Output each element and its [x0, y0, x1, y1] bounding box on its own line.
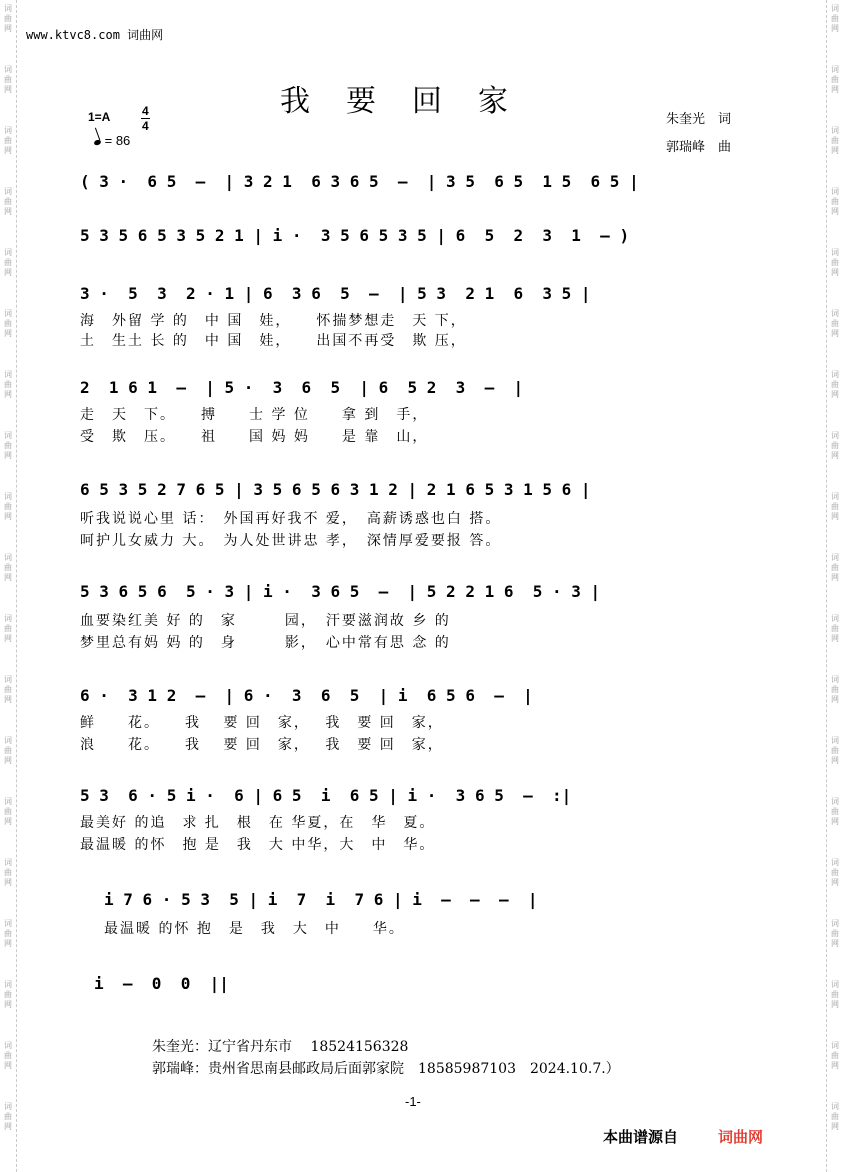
watermark-text: 词 曲 网 [4, 980, 12, 1009]
source-credit [603, 1126, 763, 1147]
lyric-verse-1: 海 外留 学 的 中 国 娃， 怀揣梦想走 天 下， [80, 313, 467, 329]
right-watermark-strip [826, 0, 843, 1172]
watermark-text: 词 曲 网 [4, 736, 12, 765]
watermark-text: 词 曲 网 [831, 370, 839, 399]
watermark-text: 词 曲 网 [4, 858, 12, 887]
watermark-text: 词 曲 网 [4, 370, 12, 399]
time-signature [141, 104, 150, 133]
watermark-text: 词 曲 网 [831, 431, 839, 460]
page-number: -1- [405, 1094, 421, 1109]
watermark-text: 词 曲 网 [831, 1102, 839, 1131]
watermark-text: 词 曲 网 [831, 309, 839, 338]
left-watermark-strip [0, 0, 17, 1172]
lyric-verse-2: 呵护儿女威力 大。 为人处世讲忠 孝， 深情厚爱要报 答。 [80, 533, 502, 549]
lyric-verse-1: 走 天 下。 搏 士 学 位 拿 到 手， [80, 407, 429, 423]
lyric-verse-1: 最温暖 的怀 抱 是 我 大 中 华。 [104, 921, 405, 937]
watermark-text: 词 曲 网 [4, 126, 12, 155]
watermark-text: 词 曲 网 [4, 65, 12, 94]
watermark-text: 词 曲 网 [831, 126, 839, 155]
watermark-text: 词 曲 网 [831, 797, 839, 826]
watermark-text: 词 曲 网 [4, 1102, 12, 1131]
source-label: 本曲谱源自 [603, 1129, 679, 1146]
watermark-text: 词 曲 网 [831, 65, 839, 94]
watermark-text: 词 曲 网 [4, 248, 12, 277]
watermark-text: 词 曲 网 [4, 309, 12, 338]
watermark-text: 词 曲 网 [4, 553, 12, 582]
watermark-text: 词 曲 网 [831, 1041, 839, 1070]
lyric-verse-1: 听我说说心里 话： 外国再好我不 爱， 高薪诱惑也白 搭。 [80, 511, 502, 527]
quarter-note-icon [93, 139, 101, 146]
watermark-text: 词 曲 网 [831, 614, 839, 643]
key-signature: 1=A [88, 110, 111, 124]
time-signature-bottom: 4 [142, 119, 149, 133]
lyricist-contact: 朱奎光：辽宁省丹东市 18524156328 [152, 1039, 409, 1055]
watermark-text: 词 曲 网 [831, 187, 839, 216]
song-title: 我要回家 [280, 84, 544, 119]
watermark-text: 词 曲 网 [831, 553, 839, 582]
watermark-text: 词 曲 网 [831, 919, 839, 948]
watermark-text: 词 曲 网 [831, 858, 839, 887]
staff-row: 6 5 3 5 2 7 6 5 | 3 5 6 5 6 3 1 2 | 2 1 6 5 3 1 5 6 | [80, 480, 591, 499]
watermark-text: 词 曲 网 [4, 431, 12, 460]
watermark-text: 词 曲 网 [831, 492, 839, 521]
watermark-text: 词 曲 网 [4, 614, 12, 643]
watermark-text: 词 曲 网 [831, 4, 839, 33]
watermark-text: 词 曲 网 [4, 797, 12, 826]
watermark-text: 词 曲 网 [4, 187, 12, 216]
site-url[interactable]: www.ktvc8.com 词曲网 [26, 28, 164, 42]
time-signature-top: 4 [142, 104, 149, 118]
tempo-value: = 86 [104, 133, 131, 148]
staff-row: 6 · 3 1 2 – | 6 · 3 6 5 | i 6 5 6 – | [80, 686, 533, 705]
watermark-text: 词 曲 网 [831, 736, 839, 765]
staff-row: 5 3 6 5 6 5 · 3 | i · 3 6 5 – | 5 2 2 1 6 5 · 3 | [80, 582, 601, 601]
watermark-text: 词 曲 网 [831, 980, 839, 1009]
staff-row: ( 3 · 6 5 – | 3 2 1 6 3 6 5 – | 3 5 6 5 1 5 6 5 | [80, 172, 639, 191]
watermark-text: 词 曲 网 [4, 4, 12, 33]
staff-row: i – 0 0 || [94, 974, 229, 993]
staff-row: i 7 6 · 5 3 5 | i 7 i 7 6 | i – – – | [104, 890, 538, 909]
staff-row: 5 3 6 · 5 i · 6 | 6 5 i 6 5 | i · 3 6 5 – :| [80, 786, 572, 805]
lyric-verse-2: 土 生土 长 的 中 国 娃， 出国不再受 欺 压， [80, 333, 467, 349]
watermark-text: 词 曲 网 [831, 675, 839, 704]
lyric-verse-2: 最温暖 的怀 抱 是 我 大 中华，大 中 华。 [80, 837, 436, 853]
staff-row: 5 3 5 6 5 3 5 2 1 | i · 3 5 6 5 3 5 | 6 5 2 3 1 – ) [80, 226, 630, 245]
watermark-text: 词 曲 网 [4, 675, 12, 704]
composer-credit: 郭瑞峰 曲 [666, 139, 732, 154]
staff-row: 2 1 6 1 – | 5 · 3 6 5 | 6 5 2 3 – | [80, 378, 524, 397]
lyric-verse-1: 最美好 的追 求 扎 根 在 华夏，在 华 夏。 [80, 815, 436, 831]
watermark-text: 词 曲 网 [4, 1041, 12, 1070]
watermark-text: 词 曲 网 [4, 919, 12, 948]
lyric-verse-2: 受 欺 压。 祖 国 妈 妈 是 靠 山， [80, 429, 429, 445]
lyricist-credit: 朱奎光 词 [666, 111, 732, 126]
lyric-verse-1: 鲜 花。 我 要 回 家， 我 要 回 家， [80, 715, 444, 731]
lyric-verse-1: 血要染红美 好 的 家 园， 汗要滋润故 乡 的 [80, 613, 451, 629]
source-brand-link[interactable]: 词曲网 [718, 1129, 764, 1146]
tempo-marking [94, 133, 130, 148]
watermark-text: 词 曲 网 [831, 248, 839, 277]
staff-row: 3 · 5 3 2 · 1 | 6 3 6 5 – | 5 3 2 1 6 3 5 | [80, 284, 591, 303]
lyric-verse-2: 浪 花。 我 要 回 家， 我 要 回 家， [80, 737, 444, 753]
composer-contact: 郭瑞峰：贵州省思南县邮政局后面郭家院 18585987103 2024.10.7.） [152, 1061, 620, 1077]
lyric-verse-2: 梦里总有妈 妈 的 身 影， 心中常有思 念 的 [80, 635, 451, 651]
watermark-text: 词 曲 网 [4, 492, 12, 521]
